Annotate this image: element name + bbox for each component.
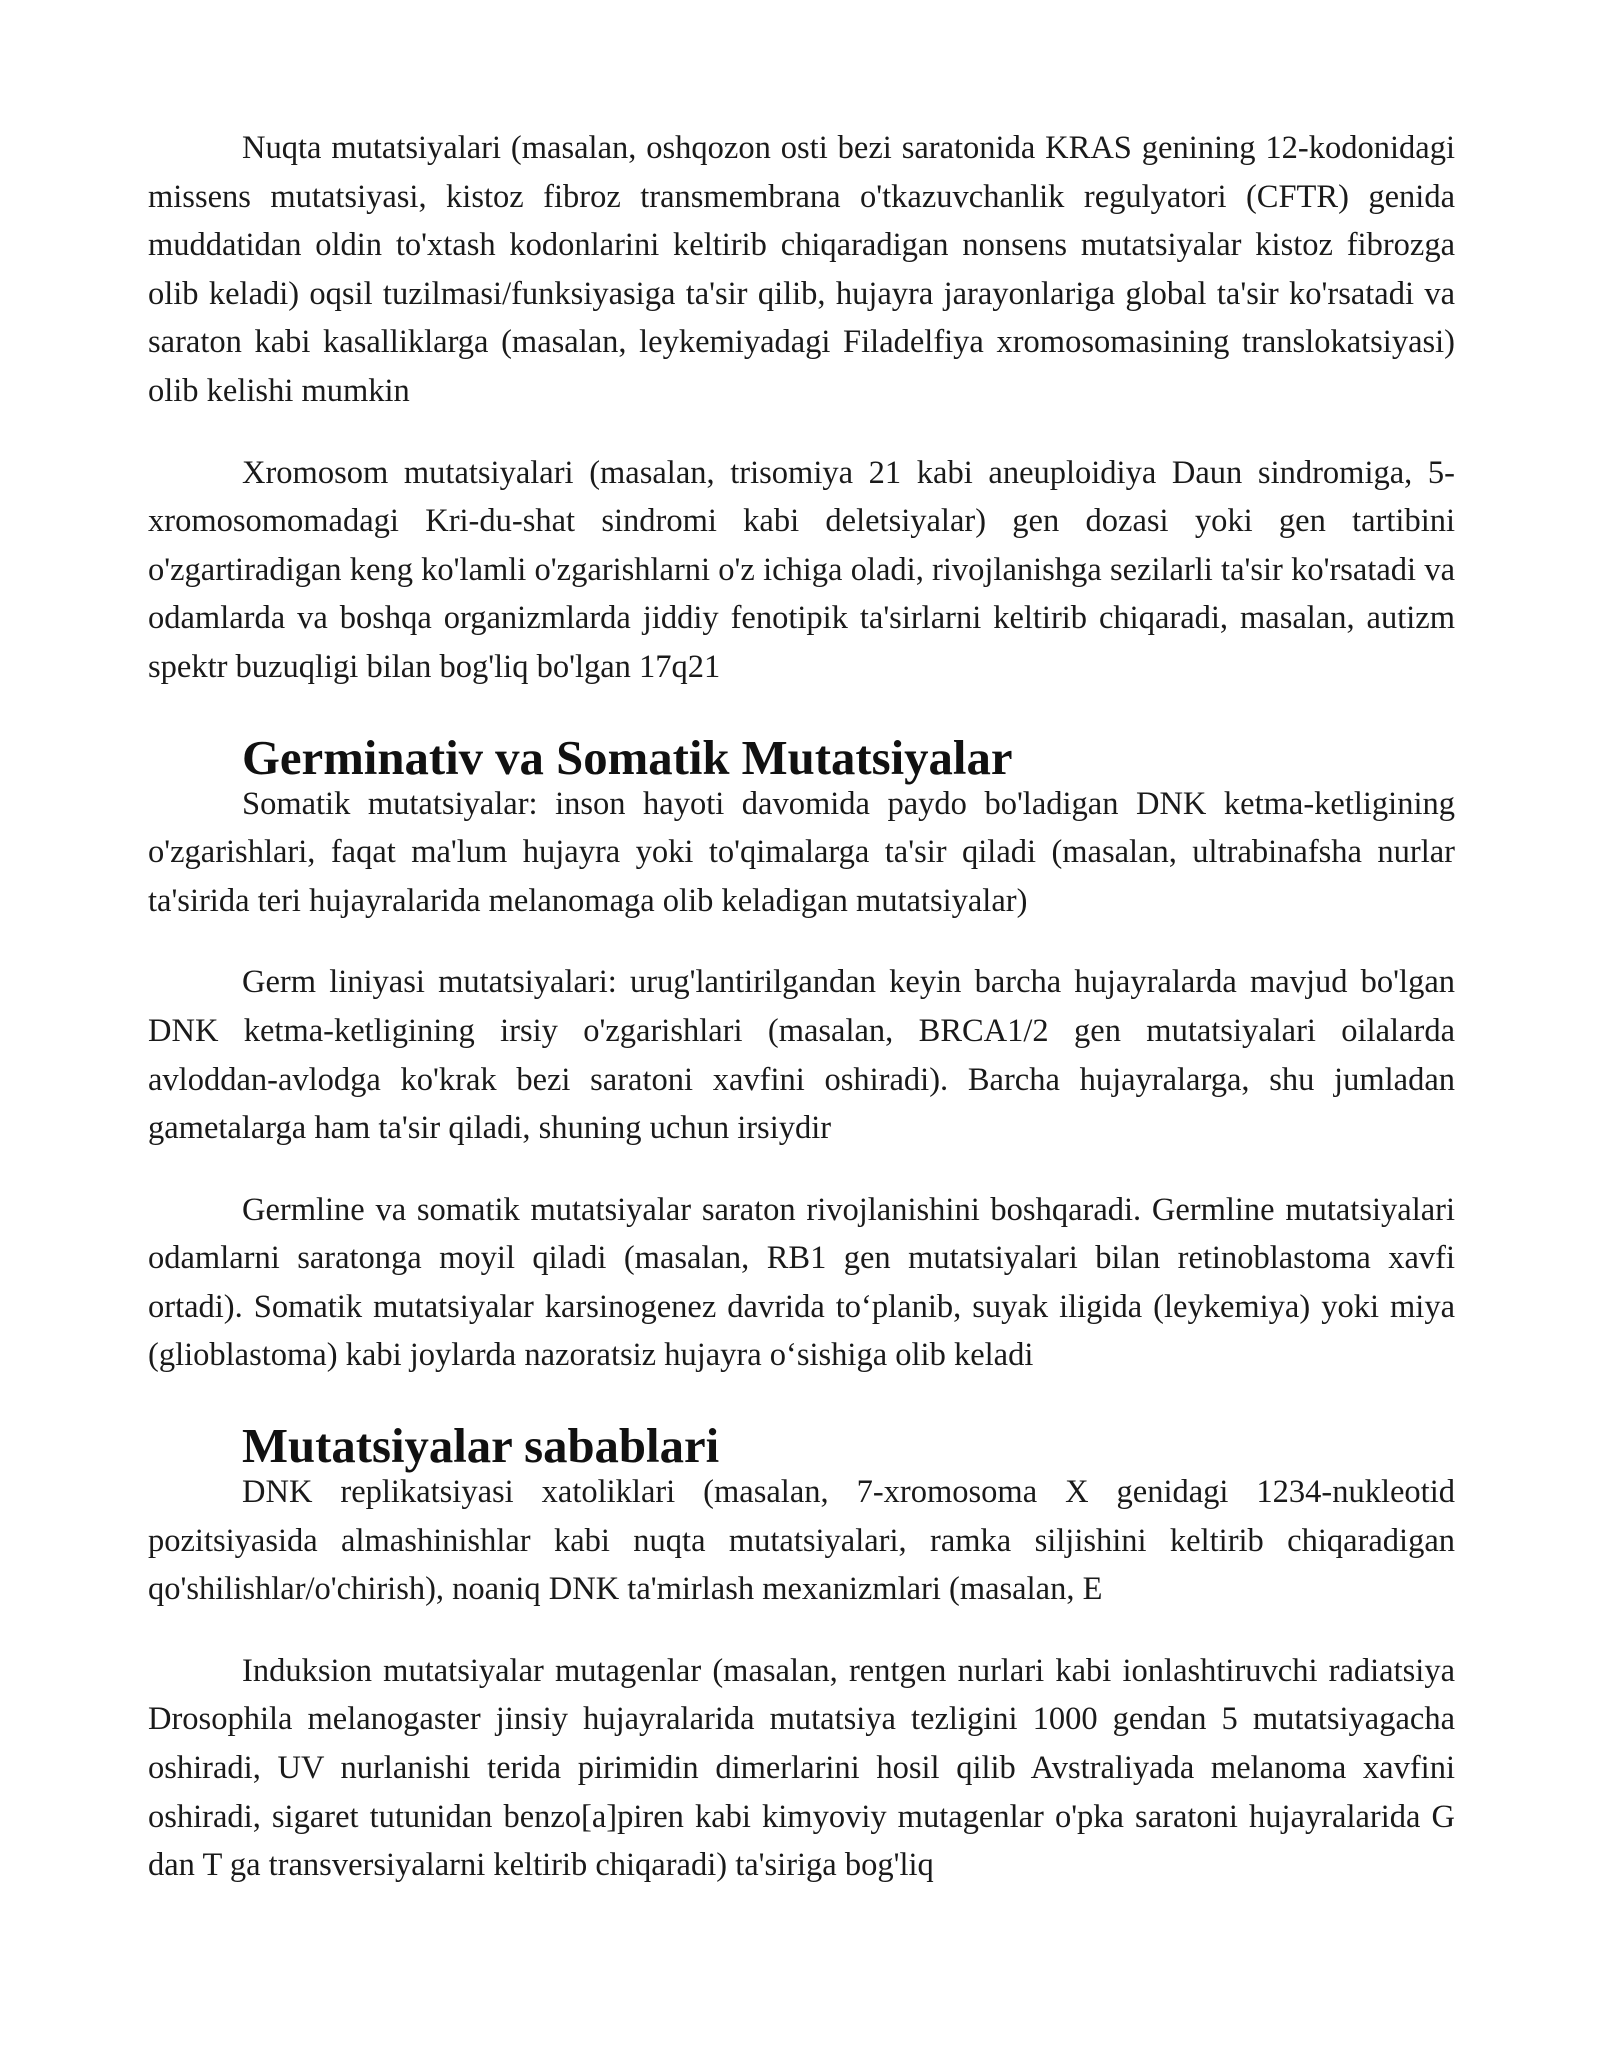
heading-mutation-causes: Mutatsiyalar sabablari xyxy=(242,1419,720,1474)
paragraph-germline-somatic-cancer: Germline va somatik mutatsiyalar saraton rivojlanishini boshqaradi. Germline mutatsiyalari odamlarni saratonga moyil qiladi (masalan, RB1 gen mutatsiyalari bilan retinoblastoma xavfi ortadi). Somatik mutatsiyalar karsinogenez davrida to‘planib, suyak iligida (leykemiya) yoki miya (glioblastoma) kabi joylarda nazoratsiz hujayra o‘sishiga olib keladi xyxy=(148,1191,1455,1374)
paragraph-somatic-mutations: Somatik mutatsiyalar: inson hayoti davomida paydo bo'ladigan DNK ketma-ketligining o'zgarishlari, faqat ma'lum hujayra yoki to'qimalarga ta'sir qiladi (masalan, ultrabinafsha nurlar ta'sirida teri hujayralarida melanomaga olib keladigan mutatsiyalar) xyxy=(148,785,1455,919)
paragraph-chromosome-mutations: Xromosom mutatsiyalari (masalan, trisomiya 21 kabi aneuploidiya Daun sindromiga, 5-xromosomomadagi Kri-du-shat sindromi kabi deletsiyalar) gen dozasi yoki gen tartibini o'zgartiradigan keng ko'lamli o'zgarishlarni o'z ichiga oladi, rivojlanishga sezilarli ta'sir ko'rsatadi va odamlarda va boshqa organizmlarda jiddiy fenotipik ta'sirlarni keltirib chiqaradi, masalan, autizm spektr buzuqligi bilan bog'liq bo'lgan 17q21 xyxy=(148,454,1455,685)
paragraph-germline-mutations: Germ liniyasi mutatsiyalari: urug'lantirilgandan keyin barcha hujayralarda mavjud bo'lgan DNK ketma-ketligining irsiy o'zgarishlari (masalan, BRCA1/2 gen mutatsiyalari oilalarda avloddan-avlodga ko'krak bezi saratoni xavfini oshiradi). Barcha hujayralarga, shu jumladan gametalarga ham ta'sir qiladi, shuning uchun irsiydir xyxy=(148,964,1455,1147)
paragraph-replication-errors: DNK replikatsiyasi xatoliklari (masalan, 7-xromosoma X genidagi 1234-nukleotid pozitsiyasida almashinishlar kabi nuqta mutatsiyalari, ramka siljishini keltirib chiqaradigan qo'shilishlar/o'chirish), noaniq DNK ta'mirlash mexanizmlari (masalan, E xyxy=(148,1474,1455,1608)
document-page xyxy=(148,124,1455,1890)
heading-germinal-somatic: Germinativ va Somatik Mutatsiyalar xyxy=(242,730,1013,785)
paragraph-induced-mutations: Induksion mutatsiyalar mutagenlar (masalan, rentgen nurlari kabi ionlashtiruvchi radiatsiya Drosophila melanogaster jinsiy hujayralarida mutatsiya tezligini 1000 gendan 5 mutatsiyagacha oshiradi, UV nurlanishi terida pirimidin dimerlarini hosil qilib Avstraliyada melanoma xavfini oshiradi, sigaret tutunidan benzo[a]piren kabi kimyoviy mutagenlar o'pka saratoni hujayralarida G dan T ga transversiyalarni keltirib chiqaradi) ta'siriga bog'liq xyxy=(148,1652,1455,1884)
paragraph-point-mutations: Nuqta mutatsiyalari (masalan, oshqozon osti bezi saratonida KRAS genining 12-kodonidagi missens mutatsiyasi, kistoz fibroz transmembrana o'tkazuvchanlik regulyatori (CFTR) genida muddatidan oldin to'xtash kodonlarini keltirib chiqaradigan nonsens mutatsiyalar kistoz fibrozga olib keladi) oqsil tuzilmasi/funksiyasiga ta'sir qilib, hujayra jarayonlariga global ta'sir ko'rsatadi va saraton kabi kasalliklarga (masalan, leykemiyadagi Filadelfiya xromosomasining translokatsiyasi) olib kelishi mumkin xyxy=(148,130,1455,409)
